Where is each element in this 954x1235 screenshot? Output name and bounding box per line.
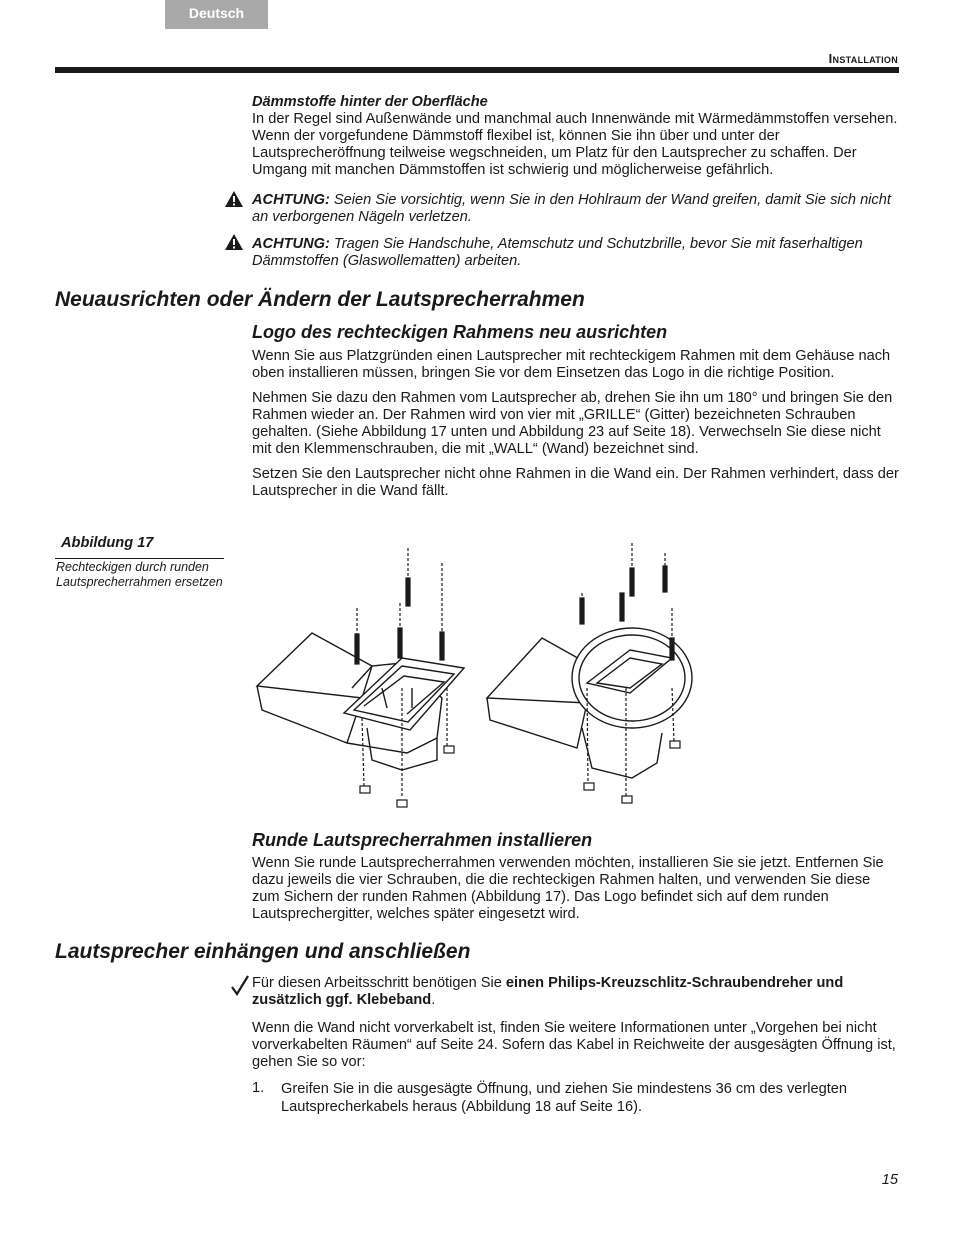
section-title-frames: Neuausrichten oder Ändern der Lautsprecherrahmen: [55, 288, 585, 311]
prewire-paragraph: Wenn die Wand nicht vorverkabelt ist, finden Sie weitere Informationen unter „Vorgehen bei nicht vorverkabelten Räumen“ auf Seite 24. Sofern das Kabel in Reichweite der ausgesägten Öffnung ist, gehen Sie so vor:: [252, 1020, 896, 1070]
logo-paragraph-2: Nehmen Sie dazu den Rahmen vom Lautsprecher ab, drehen Sie ihn um 180° und bringen Sie den Rahmen wieder an. Der Rahmen wird von vier mit „GRILLE“ (Gitter) bezeichneten Schrauben gehalten. (Siehe Abbildung 17 unten und Abbildung 23 auf Seite 18). Verwechseln Sie diese nicht mit den Klemmenschrauben, die mit „WALL“ (Wand) bezeichnet sind.: [252, 390, 893, 457]
speaker-round-frame: [487, 628, 692, 778]
warning-icon: [224, 233, 244, 251]
figure-17-illustration: [252, 538, 900, 820]
tools-paragraph: [252, 975, 900, 1009]
tools-bold: einen Philips-Kreuzschlitz-Schraubendreher und zusätzlich ggf. Klebeband: [252, 975, 844, 1008]
section-title-mounting: Lautsprecher einhängen und anschließen: [55, 940, 471, 963]
insulation-block: [252, 94, 900, 179]
caution-2: [252, 236, 900, 270]
page-number: 15: [881, 1172, 898, 1188]
round-body: Wenn Sie runde Lautsprecherrahmen verwenden möchten, installieren Sie sie jetzt. Entfernen Sie dazu jeweils die vier Schrauben, die die rechteckigen Rahmen halten, und verwenden Sie diese zum Sichern der runden Rahmen (Abbildung 17). Das Logo befindet sich auf dem runden Lautsprechergitter, welches später eingesetzt wird.: [252, 855, 884, 922]
warning-icon: [224, 190, 244, 208]
logo-paragraph-1: Wenn Sie aus Platzgründen einen Lautsprecher mit rechteckigem Rahmen mit dem Gehäuse nach oben installieren müssen, bringen Sie vor dem Einsetzen das Logo in die richtige Position.: [252, 348, 891, 381]
header-rule: [55, 67, 899, 73]
caution-2-text: Tragen Sie Handschuhe, Atemschutz und Schutzbrille, bevor Sie mit faserhaltigen Dämmstoffen (Glaswollematten) arbeiten.: [252, 236, 863, 269]
section-label: Installation: [828, 51, 898, 66]
step-number: 1.: [252, 1080, 265, 1096]
logo-heading: Logo des rechteckigen Rahmens neu ausrichten: [252, 322, 668, 342]
figure-caption: Rechteckigen durch runden Lautsprecherrahmen ersetzen: [56, 560, 223, 589]
insulation-body: In der Regel sind Außenwände und manchmal auch Innenwände mit Wärmedämmstoffen versehen. Wenn der vorgefundene Dämmstoff flexibel ist, können Sie ihn über und unter der Lautsprecheröffnung teilweise wegschneiden, um Platz für den Lautsprecher zu schaffen. Der Umgang mit manchen Dämmstoffen ist schwierig und möglicherweise gefährlich.: [252, 111, 898, 178]
language-tab: Deutsch: [165, 0, 268, 29]
speaker-rectangular-frame: [257, 633, 464, 770]
round-section: [252, 829, 900, 923]
tools-suffix: .: [431, 992, 436, 1008]
checkmark-icon: [230, 974, 250, 998]
step-text: Greifen Sie in die ausgesägte Öffnung, und ziehen Sie mindestens 36 cm des verlegten Lautsprecherkabels heraus (Abbildung 18 auf Seite 16).: [281, 1081, 847, 1115]
caution-1: [252, 192, 900, 226]
tools-prefix: Für diesen Arbeitsschritt benötigen Sie: [252, 975, 506, 991]
insulation-heading: Dämmstoffe hinter der Oberfläche: [252, 94, 488, 110]
caution-1-text: Seien Sie vorsichtig, wenn Sie in den Hohlraum der Wand greifen, damit Sie sich nicht an verborgenen Nägeln verletzen.: [252, 192, 891, 225]
figure-rule: [55, 558, 224, 559]
mounting-section: [252, 975, 900, 1071]
caution-1-label: ACHTUNG:: [252, 192, 330, 208]
caution-2-label: ACHTUNG:: [252, 236, 330, 252]
logo-paragraph-3: Setzen Sie den Lautsprecher nicht ohne Rahmen in die Wand ein. Der Rahmen verhindert, dass der Lautsprecher in die Wand fällt.: [252, 466, 899, 499]
figure-label: Abbildung 17: [61, 535, 154, 551]
round-heading: Runde Lautsprecherrahmen installieren: [252, 830, 593, 850]
logo-section: [252, 321, 900, 500]
